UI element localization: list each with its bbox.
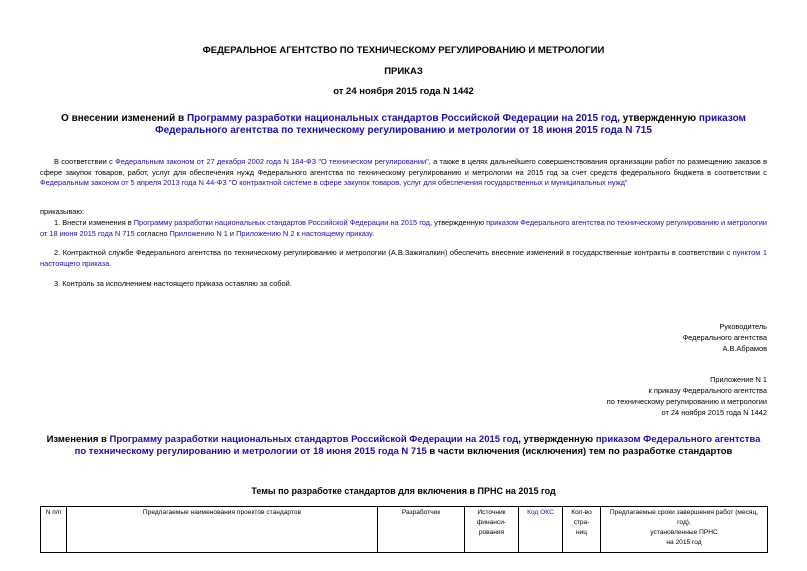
col-developer: Разработчик (378, 507, 465, 553)
col-funding-source: Источник финанси- рования (465, 507, 519, 553)
doc-type: ПРИКАЗ (384, 66, 423, 77)
program-link[interactable]: Программу разработки национальных стандартов Российской Федерации на 2015 год (186, 113, 618, 124)
col-deadlines: Предлагаемые сроки завершения работ (месяц, год), установленные ПРНС на 2015 год (601, 507, 768, 553)
order-715-link[interactable]: приказом Федерального агентства по техническому регулированию и метрологии от 18 июня 2015 года N 715 (155, 113, 746, 136)
item-3: 3. Контроль за исполнением настоящего приказа оставляю за собой. (54, 279, 292, 288)
signature-block (683, 321, 767, 354)
item1-order-link[interactable]: приказом Федерального агентства по техническому регулированию и метрологии от 18 июня 2015 года N 715 (40, 218, 767, 238)
doc-date-number: от 24 ноября 2015 года N 1442 (333, 86, 474, 97)
appendix-header: Приложение N 1 к приказу Федерального агентства по техническому регулированию и метрологии от 24 ноября 2015 года N 1442 (606, 375, 767, 417)
table-header-row (41, 507, 768, 553)
col-oks-code (519, 507, 563, 553)
item-1: 1. Внести изменения в Программу разработки национальных стандартов Российской Федерации на 2015 год, утвержденную приказом Федерального агентства по техническому регулированию и метрологии от 18 июня 2015 года N 715 согласно Приложению N 1 и Приложению N 2 к настоящему приказу. (40, 218, 767, 238)
oks-link[interactable]: Код ОКС (527, 509, 554, 516)
table-title: Темы по разработке стандартов для включения в ПРНС на 2015 год (251, 486, 556, 496)
order-word: приказываю: (40, 207, 84, 216)
col-number: N п/п (41, 507, 67, 553)
changes-order-link[interactable]: приказом Федерального агентства по техническому регулированию и метрологии от 18 июня 2015 года N 715 (74, 434, 761, 457)
col-pages: Кол-во стра- ниц (563, 507, 601, 553)
agency-name: ФЕДЕРАЛЬНОЕ АГЕНТСТВО ПО ТЕХНИЧЕСКОМУ РЕГУЛИРОВАНИЮ И МЕТРОЛОГИИ (202, 45, 605, 56)
item1-program-link[interactable]: Программу разработки национальных стандартов Российской Федерации на 2015 год (133, 218, 430, 227)
law-44-link[interactable]: Федеральным законом от 5 апреля 2013 года N 44-ФЗ "О контрактной системе в сфере закупок товаров, услуг для обеспечения государственных и муниципальных нужд" (40, 178, 628, 187)
signer-name: А.В.Абрамов (722, 344, 767, 353)
changes-title: Изменения в Программу разработки национальных стандартов Российской Федерации на 2015 год, утвержденную приказом Федерального агентства по техническому регулированию и метрологии от 18 июня 2015 года N 715 в части включения (исключения) тем по разработке стандартов (46, 434, 761, 457)
signer-org: Федерального агентства (682, 333, 767, 342)
topics-table (40, 506, 768, 553)
item-2: 2. Контрактной службе Федерального агентства по техническому регулированию и метрологии (А.В.Зажигалкин) обеспечить внесение изменений в государственные контракты в соответствии с пунктом 1 настоящего приказа. (40, 248, 767, 268)
law-184-link[interactable]: Федеральным законом от 27 декабря 2002 года N 184-ФЗ "О техническом регулировании" (115, 157, 429, 166)
appendix-2-link[interactable]: Приложению N 2 к настоящему приказу (236, 228, 373, 238)
document-title: О внесении изменений в Программу разработки национальных стандартов Российской Федерации на 2015 год, утвержденную приказом Федерального агентства по техническому регулированию и метрологии от 18 июня 2015 года N 715 (61, 113, 746, 136)
signer-role: Руководитель (719, 322, 767, 331)
changes-program-link[interactable]: Программу разработки национальных стандартов Российской Федерации на 2015 год (109, 434, 519, 445)
col-name: Предлагаемые наименования проектов стандартов (67, 507, 378, 553)
appendix-1-link[interactable]: Приложению N 1 (169, 228, 228, 238)
item2-point1-link[interactable]: пунктом 1 настоящего приказа (40, 248, 767, 268)
preamble-paragraph: В соответствии с Федеральным законом от 27 декабря 2002 года N 184-ФЗ "О техническом регулировании", а также в целях дальнейшего совершенствования организации работ по размещению заказов в сфере закупок товаров, работ, услуг для обеспечения нужд Федерального агентства по техническому регулированию и метрологии на 2015 год за счет средств федерального бюджета в соответствии с Федеральным законом от 5 апреля 2013 года N 44-ФЗ "О контрактной системе в сфере закупок товаров, услуг для обеспечения государственных и муниципальных нужд" (40, 157, 768, 187)
